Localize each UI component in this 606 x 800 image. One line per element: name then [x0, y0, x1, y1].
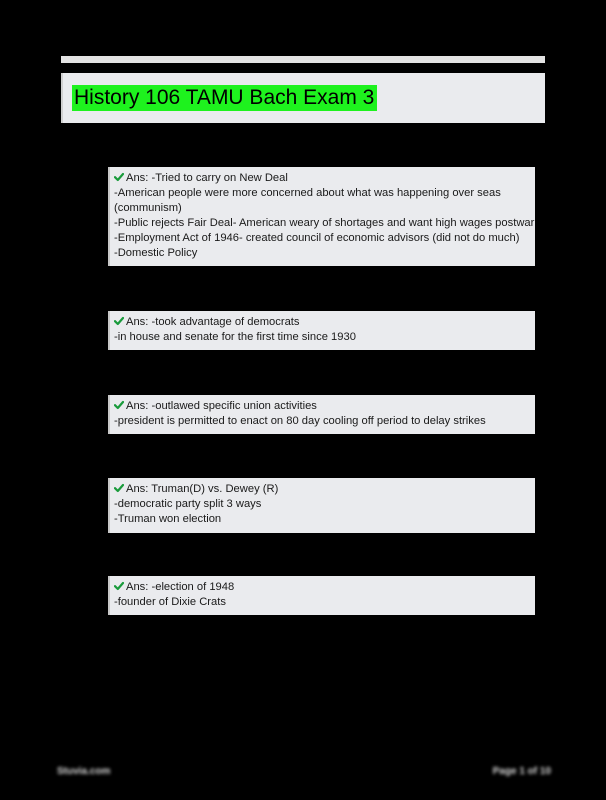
answer-label: Ans: -outlawed specific union activities [126, 400, 317, 412]
answer-label-line [114, 171, 535, 186]
document-title: History 106 TAMU Bach Exam 3 [72, 85, 377, 111]
answer-card [108, 576, 535, 615]
answer-line: -president is permitted to enact on 80 day cooling off period to delay strikes [114, 415, 486, 427]
answer-label: Ans: -Tried to carry on New Deal [126, 172, 288, 184]
answer-line: -in house and senate for the first time since 1930 [114, 331, 356, 343]
answer-label-line [114, 482, 535, 497]
check-icon [114, 172, 124, 182]
answer-label: Ans: -took advantage of democrats [126, 316, 300, 328]
answer-line: -Employment Act of 1946- created council of economic advisors (did not do much) [114, 232, 520, 244]
title-box [61, 73, 545, 123]
answer-card [108, 311, 535, 350]
answer-line: -founder of Dixie Crats [114, 596, 226, 608]
answer-card [108, 167, 535, 266]
answer-label-line [114, 399, 535, 414]
answer-card [108, 478, 535, 533]
footer-page-number: Page 1 of 10 [492, 766, 551, 777]
answer-label: Ans: -election of 1948 [126, 581, 235, 593]
answer-line: -Public rejects Fair Deal- American weary of shortages and want high wages postwar [114, 217, 535, 229]
answer-label-line [114, 315, 535, 330]
check-icon [114, 316, 124, 326]
header-rule [61, 56, 545, 63]
answer-label: Ans: Truman(D) vs. Dewey (R) [126, 483, 279, 495]
footer-site: Stuvia.com [57, 766, 111, 777]
check-icon [114, 581, 124, 591]
answer-line: -American people were more concerned about what was happening over seas (communism) [114, 187, 501, 214]
check-icon [114, 400, 124, 410]
answer-line: -Domestic Policy [114, 247, 198, 259]
answer-label-line [114, 580, 535, 595]
answer-line: -democratic party split 3 ways [114, 498, 262, 510]
check-icon [114, 483, 124, 493]
answer-line: -Truman won election [114, 513, 222, 525]
answer-card [108, 395, 535, 434]
